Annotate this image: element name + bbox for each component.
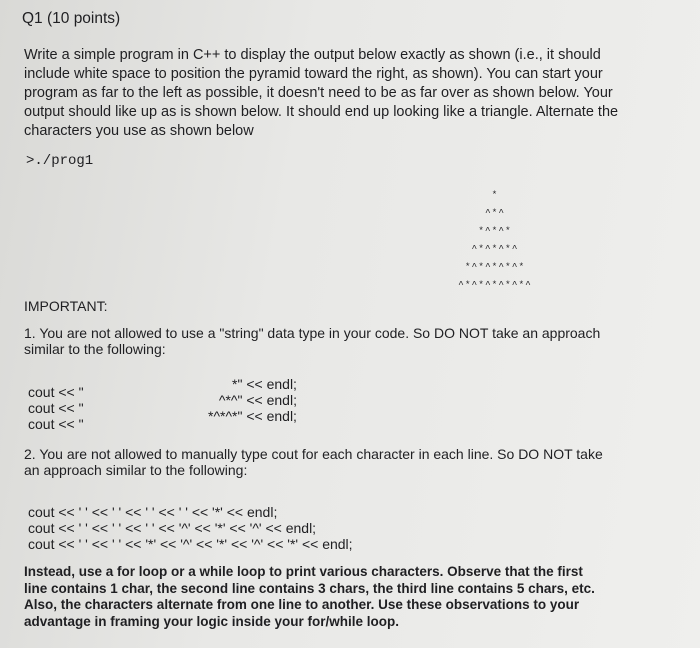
rule-2 [24,446,603,478]
code-line: cout << " [28,400,84,416]
rule-1-line: similar to the following: [24,341,166,357]
code-line: cout << " [28,416,84,432]
instruction-line: line contains 1 char, the second line contains 3 chars, the third line contains 5 chars, etc. [24,580,595,596]
example-2 [28,504,353,552]
code-line: cout << ' ' << ' ' << ' ' << '^' << '*' << '^' << endl; [28,520,317,536]
important-heading: IMPORTANT: [24,298,108,314]
instruction-line: Also, the characters alternate from one line to another. Use these observations to your [24,597,580,612]
rule-1 [24,325,600,357]
question-intro [24,46,684,141]
intro-line: characters you use as shown below [24,123,254,139]
pyramid-row: ^*^*^*^*^*^ [458,279,532,290]
pyramid-row: ^*^*^*^ [471,243,519,254]
command-prompt: >./prog1 [26,153,94,169]
rule-2-line: an approach similar to the following: [24,462,248,478]
intro-line: Write a simple program in C++ to display the output below exactly as shown (i.e., it should [24,47,601,63]
pyramid-row: *^*^* [478,225,512,236]
pyramid-row: ^*^ [484,207,506,218]
pyramid-row: * [491,189,499,200]
rule-1-line: 1. You are not allowed to use a "string" data type in your code. So DO NOT take an approach [24,325,601,341]
example-1-left [28,384,84,432]
code-line: cout << " [28,384,84,400]
loop-instructions [24,564,595,630]
example-1-right [208,376,297,424]
code-line: cout << ' ' << ' ' << '*' << '^' << '*' << '^' << '*' << endl; [28,536,353,552]
intro-line: program as far to the left as possible, it doesn't need to be as far over as shown below. Your [24,85,613,101]
code-line: *^*^*" << endl; [208,408,297,424]
question-title: Q1 (10 points) [22,10,121,27]
code-line: cout << ' ' << ' ' << ' ' << ' ' << '*' << endl; [28,504,278,520]
code-line: ^*^" << endl; [218,392,297,408]
rule-2-line: 2. You are not allowed to manually type cout for each character in each line. So DO NOT take [24,446,603,462]
pyramid-output [400,186,590,294]
intro-line: output should like up as is shown below. It should end up looking like a triangle. Alternate the [24,104,619,120]
instruction-line: Instead, use a for loop or a while loop to print various characters. Observe that the first [24,564,583,579]
code-line: *" << endl; [232,376,297,392]
pyramid-row: *^*^*^*^* [464,261,526,272]
intro-line: include white space to position the pyramid toward the right, as shown). You can start your [24,66,603,82]
instruction-line: advantage in framing your logic inside your for/while loop. [24,613,400,629]
